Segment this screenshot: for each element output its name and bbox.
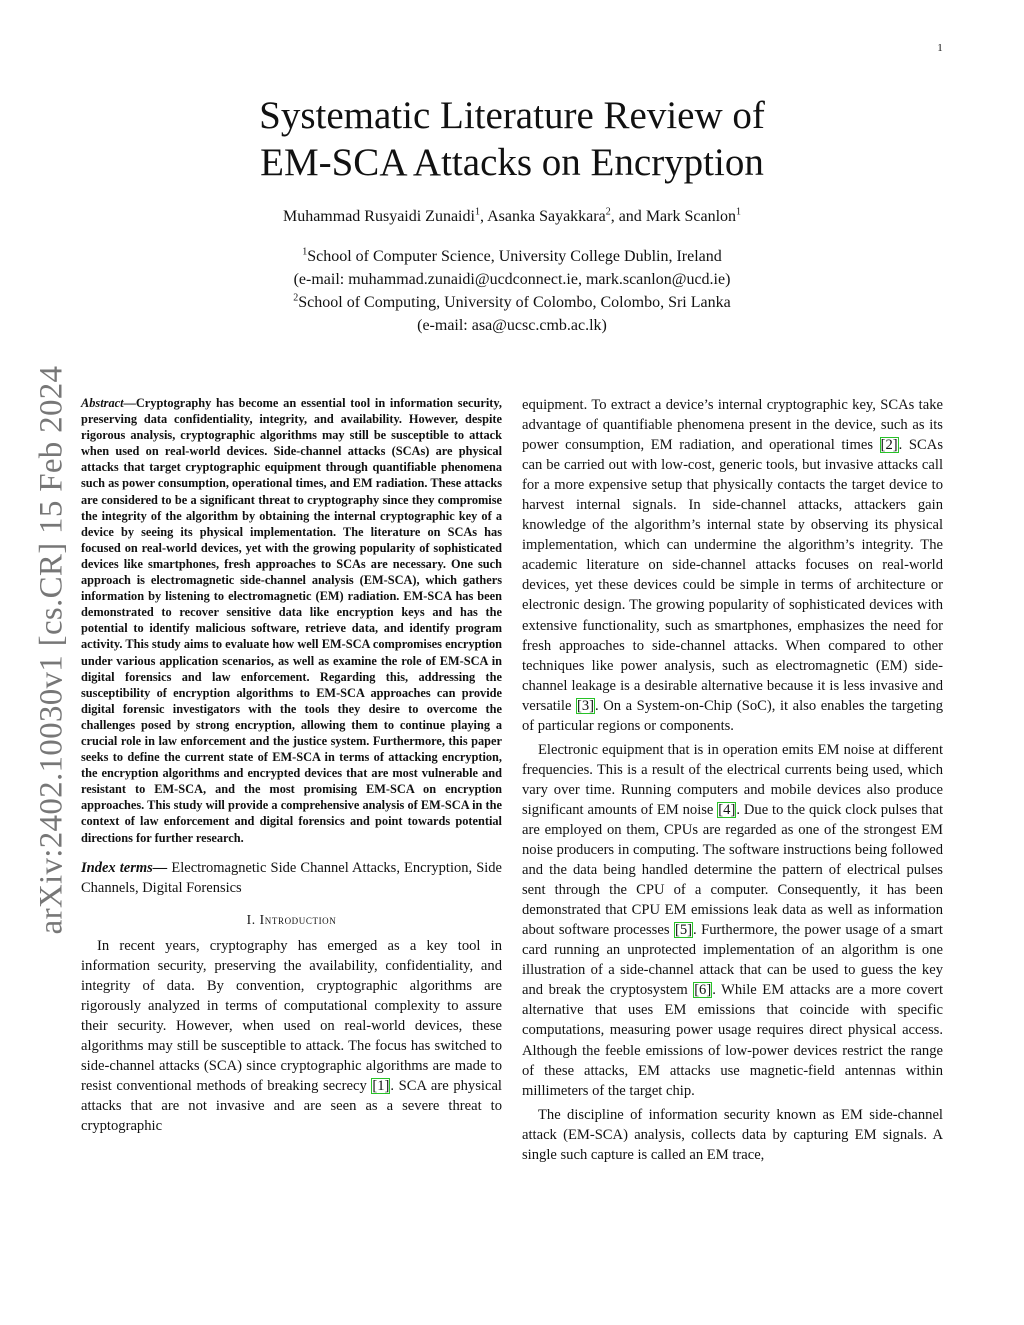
- affiliation-2: [150, 291, 874, 314]
- body-text-run: . SCA are physical attacks that are not invasive and are seen as a severe threat to cryptographic: [81, 1077, 502, 1135]
- section-title: Introduction: [259, 911, 337, 927]
- paper-title: [200, 92, 824, 186]
- left-column: [81, 395, 502, 1136]
- intro-paragraph: [81, 936, 502, 1136]
- author-affil-sup: 1: [736, 206, 742, 218]
- affiliation-sup: 1: [302, 246, 308, 258]
- affiliation-text: School of Computer Science, University College Dublin, Ireland: [307, 248, 722, 265]
- intro-paragraph: [522, 740, 943, 1101]
- body-text-run: Electronic equipment that is in operation emits EM noise at different frequencies. This is a result of the electrical currents being used, which vary over time. Running computers and mobile devices also produce significant amounts of EM noise: [522, 741, 943, 818]
- right-column: [522, 395, 943, 1165]
- abstract: [81, 395, 502, 846]
- author-name: Muhammad Rusyaidi Zunaidi: [282, 208, 475, 225]
- intro-paragraph: The discipline of information security known as EM side-channel attack (EM-SCA) analysis, collects data by capturing EM signals. A single such capture is called an EM trace,: [522, 1106, 943, 1163]
- citation-link[interactable]: [2]: [880, 437, 898, 454]
- affiliation-2-email: (e-mail: asa@ucsc.cmb.ac.lk): [417, 317, 607, 334]
- body-text-run: . SCAs can be carried out with low-cost, generic tools, but invasive attacks call for a more expensive setup that physically contacts the target device to harvest internal signals. In side-channel attacks, attackers gain knowledge of the algorithm’s internal state by observing its physical implementation, which can undermine the algorithm’s integrity. The academic literature on side-channel attacks focuses on real-world devices, yet these devices could be simple in terms of architecture or electronic design. The growing popularity of sophisticated devices with extensive functionality, such as smartphones, emphasizes the need for fresh approaches to side-channel attacks. When compared to other techniques like power analysis, such as electromagnetic (EM) side-channel leakage is a desirable alternative because it is less invasive and versatile: [522, 437, 943, 714]
- affiliation-1-email: (e-mail: muhammad.zunaidi@ucdconnect.ie, mark.scanlon@ucd.ie): [293, 271, 731, 288]
- abstract-dash: —: [123, 396, 136, 410]
- body-text-run: . Due to the quick clock pulses that are employed on them, CPUs are regarded as one of the strongest EM noise producers in computing. The software instructions being followed and the data being handled determine the pattern of electrical pulses sent through the CPU of a computer. Consequently, it has been demonstrated that CPU EM emissions leak data as well as information about software processes: [522, 801, 943, 939]
- intro-paragraph-continued: [522, 395, 943, 736]
- citation-link[interactable]: [4]: [718, 801, 736, 818]
- citation-link[interactable]: [3]: [577, 697, 595, 714]
- section-number: I.: [246, 911, 256, 927]
- title-line-2: EM-SCA Attacks on Encryption: [260, 141, 764, 184]
- index-terms: [81, 858, 502, 898]
- title-line-1: Systematic Literature Review of: [259, 94, 765, 137]
- author-name: Mark Scanlon: [645, 208, 737, 225]
- citation-link[interactable]: [1]: [372, 1077, 390, 1094]
- author-affil-sup: 2: [605, 206, 611, 218]
- abstract-text: Cryptography has become an essential tool in information security, preserving data confidentiality, integrity, and availability. However, despite rigorous analysis, cryptographic algorithms may still be susceptible to attack when used on real-world devices. Side-channel attacks (SCAs) are physical attacks that target cryptographic equipment through quantifiable phenomena such as power consumption, operational times, and EM radiation. These attacks are considered to be a significant threat to cryptography since they compromise the integrity of the algorithm by obtaining the internal cryptographic key of a device by seeing its physical implementation. The literature on SCAs has focused on real-world devices, yet with the growing popularity of sophisticated devices like smartphones, fresh approaches to SCAs are necessary. One such approach is electromagnetic side-channel analysis (EM-SCA), which gathers information by listening to electromagnetic (EM) radiation. EM-SCA has been demonstrated to recover sensitive data like encryption keys and has the potential to identify malicious software, retrieve data, and identify program activity. This study aims to evaluate how well EM-SCA compromises encryption under various application scenarios, as well as examine the role of EM-SCA in digital forensics and law enforcement. Regarding this, addressing the susceptibility of encryption algorithms to EM-SCA approaches can provide digital forensic investigators with the tools they desire to overcome the challenges posed by strong encryption, allowing them to continue playing a crucial role in law enforcement and the justice system. Furthermore, this paper seeks to define the current state of EM-SCA in terms of attacking encryption, the encryption algorithms and encrypted devices that are most vulnerable and resistant to EM-SCA, and the most promising EM-SCA on encryption approaches. This study will provide a comprehensive analysis of EM-SCA in the context of law enforcement and digital forensics and point towards potential directions for further research.: [81, 396, 502, 845]
- author-list: [150, 208, 874, 226]
- page-number: 1: [937, 42, 943, 54]
- index-terms-text: Electromagnetic Side Channel Attacks, Encryption, Side Channels, Digital Forensics: [81, 859, 502, 896]
- affiliations: [150, 245, 874, 337]
- body-text-run: equipment. To extract a device’s internal cryptographic key, SCAs take advantage of quantifiable phenomena present in the device, such as its power consumption, EM radiation, and operational times: [522, 397, 943, 454]
- author-separator: ,: [479, 208, 488, 225]
- body-text-run: . On a System-on-Chip (SoC), it also enables the targeting of particular regions or components.: [522, 697, 943, 734]
- author-separator: , and: [610, 208, 646, 225]
- body-text-run: In recent years, cryptography has emerged as a key tool in information security, preserving the availability, confidentiality, and integrity of data. By convention, cryptographic algorithms are rigorously analyzed in terms of computational complexity to assure their security. However, when used on real-world devices, these algorithms may still be susceptible to attack. The focus has switched to side-channel attacks (SCA) since cryptographic algorithms are made to resist conventional methods of breaking secrecy: [81, 937, 502, 1094]
- citation-link[interactable]: [6]: [694, 982, 712, 999]
- body-text-run: . While EM attacks are a more covert alternative that uses EM emissions that coincide with specific computations, measuring power usage requires direct physical access. Although the feeble emissions of low-power devices restrict the range of these attacks, EM attacks use magnetic-field antennas within millimeters of the target chip.: [522, 982, 943, 1099]
- body-text-run: . Furthermore, the power usage of a smart card running an unprotected implementation of an algorithm is one illustration of a side-channel attack that can be used to guess the key and break the cryptosystem: [522, 922, 943, 999]
- abstract-label: Abstract: [81, 396, 124, 410]
- author-affil-sup: 1: [474, 206, 480, 218]
- affiliation-text: School of Computing, University of Colombo, Colombo, Sri Lanka: [298, 294, 731, 311]
- citation-link[interactable]: [5]: [674, 922, 692, 939]
- index-terms-label: Index terms—: [81, 859, 168, 876]
- author-name: Asanka Sayakkara: [487, 208, 606, 225]
- affiliation-sup: 2: [293, 292, 299, 304]
- arxiv-stamp: arXiv:2402.10030v1 [cs.CR] 15 Feb 2024: [33, 365, 70, 935]
- section-heading: [81, 912, 502, 928]
- affiliation-1: [150, 245, 874, 268]
